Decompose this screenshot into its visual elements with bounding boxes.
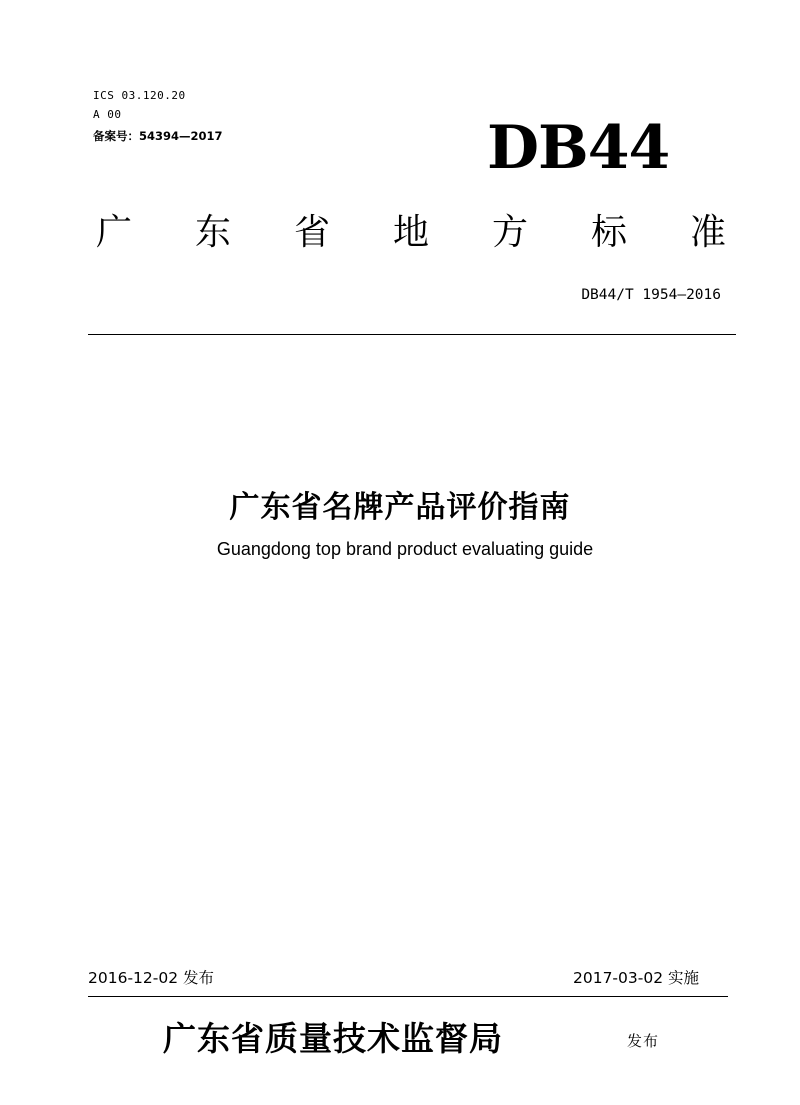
- db44-logo: DB44: [487, 113, 670, 183]
- classification-code: A 00: [93, 108, 122, 121]
- standard-number: DB44/T 1954—2016: [581, 287, 721, 303]
- document-title-en: Guangdong top brand product evaluating guide: [216, 539, 594, 559]
- standard-type-heading: [90, 207, 730, 259]
- standard-type-char: 省: [293, 212, 330, 253]
- standard-type-char: 广: [95, 212, 132, 253]
- implementation-date: 2017-03-02 实施: [572, 969, 699, 987]
- standard-type-char: 地: [392, 212, 429, 253]
- issuing-authority: 广东省质量技术监督局: [163, 1019, 503, 1058]
- footer-divider: [88, 996, 728, 997]
- header-divider: [88, 334, 736, 335]
- ics-code: ICS 03.120.20: [93, 89, 186, 102]
- standard-type-char: 东: [194, 212, 231, 253]
- issue-date: 2016-12-02 发布: [88, 969, 215, 987]
- issuing-verb: 发布: [627, 1032, 660, 1050]
- standard-type-char: 方: [491, 212, 528, 253]
- record-number: 备案号：54394—2017: [93, 129, 223, 143]
- document-title-zh: 广东省名牌产品评价指南: [229, 490, 571, 525]
- standard-type-char: 准: [689, 212, 726, 253]
- standard-type-char: 标: [590, 212, 627, 253]
